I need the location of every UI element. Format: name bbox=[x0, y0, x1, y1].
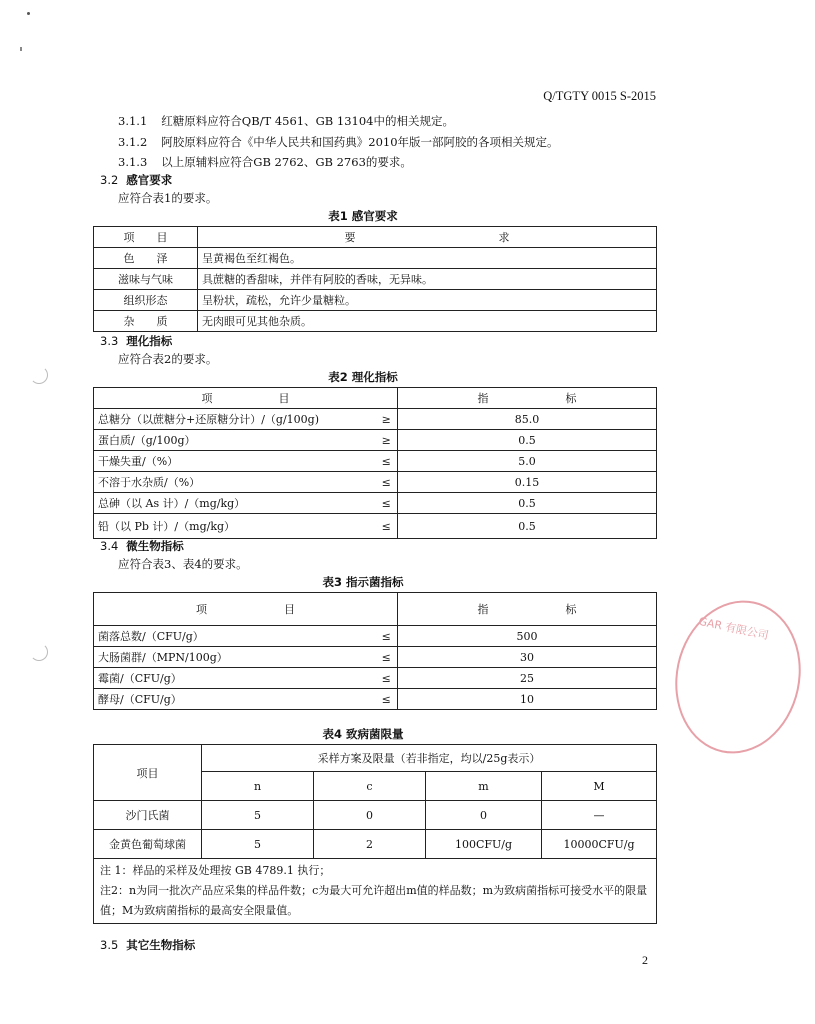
table-cell: 2 bbox=[314, 830, 426, 859]
table-cell: 不溶于水杂质/（%） bbox=[94, 472, 376, 493]
table-row bbox=[94, 451, 657, 472]
table-row bbox=[94, 409, 657, 430]
table-header-row bbox=[94, 388, 657, 409]
table-cell: 铅（以 Pb 计）/（mg/kg） bbox=[94, 514, 376, 539]
note-2: 注2：n为同一批次产品应采集的样品件数；c为最大可允许超出m值的样品数；m为致病菌指标可接受水平的限量值；M为致病菌指标的最高安全限量值。 bbox=[100, 884, 648, 917]
table-row bbox=[94, 801, 657, 830]
table-cell: 100CFU/g bbox=[426, 830, 542, 859]
table-row bbox=[94, 472, 657, 493]
table4-pathogen-limits bbox=[93, 744, 657, 924]
section-3-4-intro: 应符合表3、表4的要求。 bbox=[118, 557, 248, 571]
table-cell: 85.0 bbox=[398, 409, 657, 430]
clause-3-1-3: 3.1.3 以上原辅料应符合GB 2762、GB 2763的要求。 bbox=[118, 155, 412, 169]
table-cell: ≤ bbox=[376, 451, 398, 472]
table-cell: ≤ bbox=[376, 493, 398, 514]
table-header-row bbox=[94, 593, 657, 626]
table-cell: 10000CFU/g bbox=[542, 830, 657, 859]
table-notes-row bbox=[94, 859, 657, 924]
table-cell: ≥ bbox=[376, 409, 398, 430]
table-cell: 蛋白质/（g/100g） bbox=[94, 430, 376, 451]
table-cell: 干燥失重/（%） bbox=[94, 451, 376, 472]
table-row bbox=[94, 626, 657, 647]
section-3-3-intro: 应符合表2的要求。 bbox=[118, 352, 218, 366]
table-row bbox=[94, 430, 657, 451]
binder-hole bbox=[30, 643, 48, 661]
table-cell: 呈粉状，疏松，允许少量糖粒。 bbox=[198, 290, 657, 311]
header-cell: 指 标 bbox=[398, 388, 657, 409]
section-3-4-heading: 3.4 微生物指标 bbox=[100, 539, 184, 553]
table-row bbox=[94, 668, 657, 689]
table-notes bbox=[94, 859, 657, 924]
standard-code: Q/TGTY 0015 S-2015 bbox=[543, 89, 656, 103]
table-cell: 组织形态 bbox=[94, 290, 198, 311]
header-cell: c bbox=[314, 772, 426, 801]
header-cell: 项目 bbox=[94, 745, 202, 801]
table-cell: ≤ bbox=[376, 626, 398, 647]
table-cell: 呈黄褐色至红褐色。 bbox=[198, 248, 657, 269]
table-cell: 菌落总数/（CFU/g） bbox=[94, 626, 376, 647]
table-cell: ≤ bbox=[376, 472, 398, 493]
header-cell: M bbox=[542, 772, 657, 801]
header-cell: 采样方案及限量（若非指定，均以/25g表示） bbox=[202, 745, 657, 772]
scan-speck bbox=[27, 12, 30, 15]
table-row bbox=[94, 647, 657, 668]
table-cell: 500 bbox=[398, 626, 657, 647]
header-cell: 项 目 bbox=[94, 227, 198, 248]
table-cell: ≤ bbox=[376, 689, 398, 710]
header-cell: 项 目 bbox=[94, 593, 398, 626]
table-cell: 5 bbox=[202, 801, 314, 830]
clause-3-1-1: 3.1.1 红糖原料应符合QB/T 4561、GB 13104中的相关规定。 bbox=[118, 114, 454, 128]
table-cell: 金黄色葡萄球菌 bbox=[94, 830, 202, 859]
table-cell: 酵母/（CFU/g） bbox=[94, 689, 376, 710]
table-cell: 0.15 bbox=[398, 472, 657, 493]
table4-caption: 表4 致病菌限量 bbox=[322, 727, 404, 741]
table-cell: 0 bbox=[426, 801, 542, 830]
table-cell: 霉菌/（CFU/g） bbox=[94, 668, 376, 689]
section-3-5-heading: 3.5 其它生物指标 bbox=[100, 938, 196, 952]
table-cell: 滋味与气味 bbox=[94, 269, 198, 290]
scan-speck bbox=[20, 47, 22, 51]
table1-caption: 表1 感官要求 bbox=[328, 209, 398, 223]
table-cell: 沙门氏菌 bbox=[94, 801, 202, 830]
table-header-row bbox=[94, 227, 657, 248]
header-cell: n bbox=[202, 772, 314, 801]
page-number: 2 bbox=[642, 953, 648, 967]
table-row bbox=[94, 514, 657, 539]
table-cell: 30 bbox=[398, 647, 657, 668]
section-3-2-intro: 应符合表1的要求。 bbox=[118, 191, 218, 205]
table-row bbox=[94, 830, 657, 859]
table-cell: 无肉眼可见其他杂质。 bbox=[198, 311, 657, 332]
clause-3-1-2: 3.1.2 阿胶原料应符合《中华人民共和国药典》2010年版一部阿胶的各项相关规定。 bbox=[118, 135, 559, 149]
header-cell: 项 目 bbox=[94, 388, 398, 409]
table-cell: 总糖分（以蔗糖分+还原糖分计）/（g/100g) bbox=[94, 409, 376, 430]
table-cell: 0.5 bbox=[398, 514, 657, 539]
table-cell: 0.5 bbox=[398, 493, 657, 514]
table-cell: 具蔗糖的香甜味，并伴有阿胶的香味，无异味。 bbox=[198, 269, 657, 290]
section-3-2-heading: 3.2 感官要求 bbox=[100, 173, 173, 187]
table-cell: 0.5 bbox=[398, 430, 657, 451]
table-cell: 5.0 bbox=[398, 451, 657, 472]
table-cell: ≥ bbox=[376, 430, 398, 451]
company-seal: GAR 有限公司 bbox=[661, 589, 814, 765]
table-cell: 总砷（以 As 计）/（mg/kg） bbox=[94, 493, 376, 514]
table-row bbox=[94, 311, 657, 332]
table2-caption: 表2 理化指标 bbox=[328, 370, 398, 384]
table-cell: 色 泽 bbox=[94, 248, 198, 269]
table-row bbox=[94, 290, 657, 311]
header-cell: 要 求 bbox=[198, 227, 657, 248]
table-cell: 大肠菌群/（MPN/100g） bbox=[94, 647, 376, 668]
table1-sensory bbox=[93, 226, 657, 332]
header-cell: 指 标 bbox=[398, 593, 657, 626]
table-cell: ≤ bbox=[376, 514, 398, 539]
table3-caption: 表3 指示菌指标 bbox=[322, 575, 404, 589]
table-row bbox=[94, 269, 657, 290]
table-cell: 5 bbox=[202, 830, 314, 859]
table-cell: 杂 质 bbox=[94, 311, 198, 332]
table-cell: 0 bbox=[314, 801, 426, 830]
section-3-3-heading: 3.3 理化指标 bbox=[100, 334, 173, 348]
table-row bbox=[94, 248, 657, 269]
table-cell: — bbox=[542, 801, 657, 830]
table-row bbox=[94, 493, 657, 514]
table2-physicochemical bbox=[93, 387, 657, 539]
table3-indicator-bacteria bbox=[93, 592, 657, 710]
table-cell: 25 bbox=[398, 668, 657, 689]
table-cell: ≤ bbox=[376, 668, 398, 689]
header-cell: m bbox=[426, 772, 542, 801]
table-cell: ≤ bbox=[376, 647, 398, 668]
table-row bbox=[94, 689, 657, 710]
note-1: 注 1：样品的采样及处理按 GB 4789.1 执行； bbox=[100, 864, 331, 877]
table-header-row bbox=[94, 745, 657, 772]
table-cell: 10 bbox=[398, 689, 657, 710]
